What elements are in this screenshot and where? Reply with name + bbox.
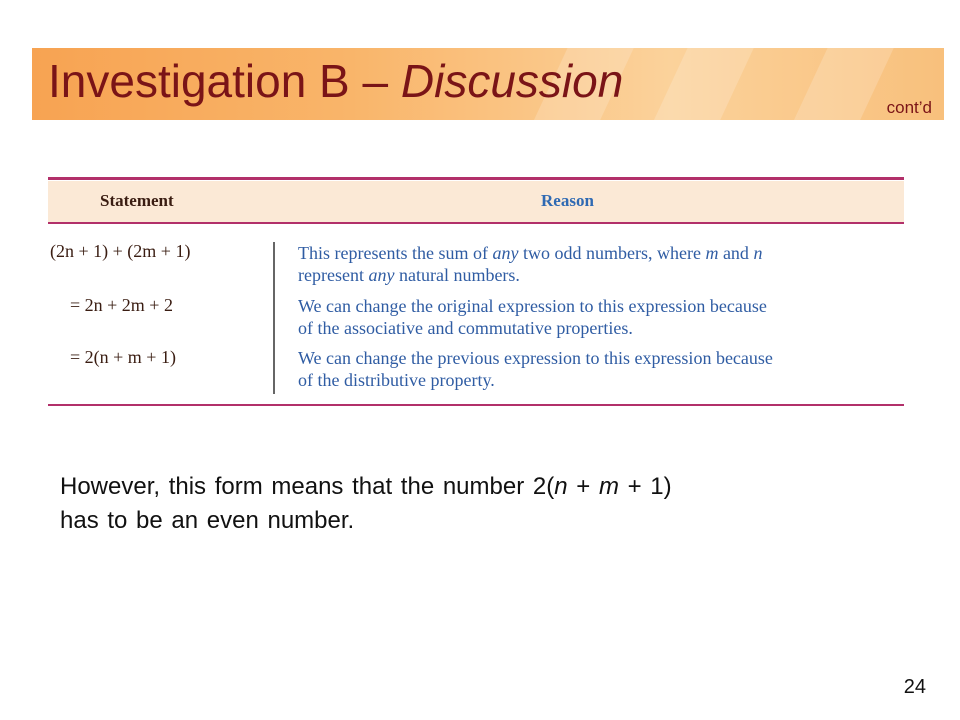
reason-row-2-line-2: of the associative and commutative properties. <box>298 318 633 338</box>
reason-row-3 <box>298 347 908 391</box>
conclusion-line-1: However, this form means that the number 2(n + m + 1) <box>60 473 672 500</box>
table-top-rule <box>48 177 904 180</box>
reason-column-header: Reason <box>541 191 594 210</box>
banner-decoration <box>789 48 894 120</box>
reason-row-3-line-2: of the distributive property. <box>298 370 495 390</box>
banner-decoration <box>649 48 754 120</box>
reason-row-2-line-1: We can change the original expression to this expression because <box>298 296 767 316</box>
title-italic-text: Discussion <box>400 55 624 107</box>
slide-title <box>48 54 623 108</box>
column-divider <box>273 242 275 394</box>
table-header-rule <box>48 222 904 224</box>
title-banner <box>32 48 944 120</box>
statement-row-3: = 2(n + m + 1) <box>70 347 176 367</box>
proof-table <box>48 177 904 407</box>
statement-row-1: (2n + 1) + (2m + 1) <box>50 241 191 261</box>
conclusion-text <box>60 470 920 538</box>
table-header-band <box>48 181 904 223</box>
table-bottom-rule <box>48 404 904 406</box>
reason-row-3-line-1: We can change the previous expression to this expression because <box>298 348 773 368</box>
title-main-text: Investigation B – <box>48 55 401 107</box>
reason-row-1 <box>298 242 908 286</box>
reason-row-2 <box>298 295 908 339</box>
conclusion-line-2: has to be an even number. <box>60 507 355 534</box>
continued-label: cont’d <box>886 98 932 117</box>
statement-column-header: Statement <box>100 191 174 210</box>
reason-row-1-line-2: represent any natural numbers. <box>298 265 520 285</box>
statement-row-2: = 2n + 2m + 2 <box>70 295 173 315</box>
reason-row-1-line-1: This represents the sum of any two odd numbers, where m and n <box>298 243 763 263</box>
page-number: 24 <box>903 676 926 698</box>
